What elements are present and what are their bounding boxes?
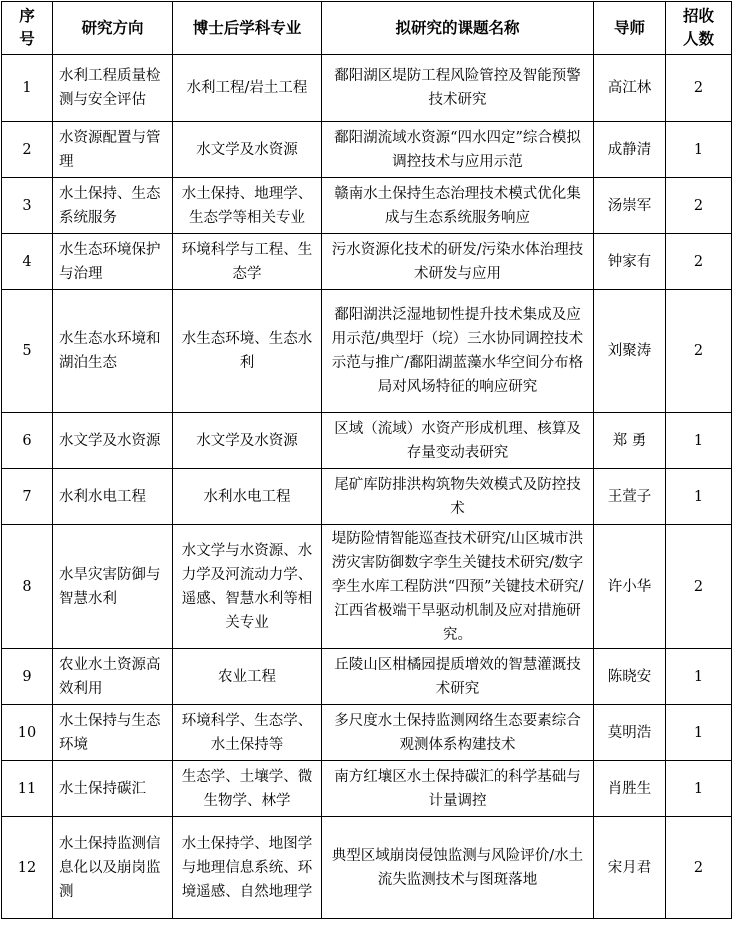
advisor-name: 钟家有	[594, 234, 666, 290]
discipline-major: 水文学及水资源	[173, 122, 322, 178]
topic-title: 堤防险情智能巡查技术研究/山区城市洪涝灾害防御数字孪生关键技术研究/数字孪生水库工程防洪“四预”关键技术研究/江西省极端干旱驱动机制及应对措施研究。	[322, 525, 594, 649]
advisor-name: 汤崇军	[594, 178, 666, 234]
table-row	[2, 817, 732, 919]
row-number: 3	[2, 178, 53, 234]
row-number: 1	[2, 55, 53, 122]
header-row	[2, 2, 732, 55]
table-row	[2, 761, 732, 817]
research-direction: 水土保持与生态环境	[53, 705, 173, 761]
quota-count: 1	[666, 705, 732, 761]
research-direction: 水生态环境保护与治理	[53, 234, 173, 290]
row-number: 11	[2, 761, 53, 817]
advisor-name: 刘聚涛	[594, 290, 666, 413]
discipline-major: 农业工程	[173, 649, 322, 705]
header-major: 博士后学科专业	[173, 2, 322, 55]
discipline-major: 环境科学与工程、生态学	[173, 234, 322, 290]
topic-title: 赣南水土保持生态治理技术模式优化集成与生态系统服务响应	[322, 178, 594, 234]
advisor-name: 陈晓安	[594, 649, 666, 705]
topic-title: 南方红壤区水土保持碳汇的科学基础与计量调控	[322, 761, 594, 817]
quota-count: 2	[666, 55, 732, 122]
row-number: 8	[2, 525, 53, 649]
research-direction: 水土保持监测信息化以及崩岗监测	[53, 817, 173, 919]
topic-title: 多尺度水土保持监测网络生态要素综合观测体系构建技术	[322, 705, 594, 761]
advisor-name: 郑 勇	[594, 413, 666, 469]
header-no: 序 号	[2, 2, 53, 55]
topic-title: 尾矿库防排洪构筑物失效模式及防控技术	[322, 469, 594, 525]
research-direction: 水土保持、生态系统服务	[53, 178, 173, 234]
research-direction: 水文学及水资源	[53, 413, 173, 469]
discipline-major: 水生态环境、生态水利	[173, 290, 322, 413]
discipline-major: 水文学与水资源、水力学及河流动力学、遥感、智慧水利等相关专业	[173, 525, 322, 649]
row-number: 4	[2, 234, 53, 290]
quota-count: 1	[666, 122, 732, 178]
advisor-name: 肖胜生	[594, 761, 666, 817]
research-direction: 水利工程质量检测与安全评估	[53, 55, 173, 122]
discipline-major: 水土保持学、地图学与地理信息系统、环境遥感、自然地理学	[173, 817, 322, 919]
advisor-name: 许小华	[594, 525, 666, 649]
discipline-major: 环境科学、生态学、水土保持等	[173, 705, 322, 761]
research-direction: 水土保持碳汇	[53, 761, 173, 817]
advisor-name: 高江林	[594, 55, 666, 122]
topic-title: 污水资源化技术的研发/污染水体治理技术研发与应用	[322, 234, 594, 290]
advisor-name: 莫明浩	[594, 705, 666, 761]
discipline-major: 水文学及水资源	[173, 413, 322, 469]
table-row	[2, 413, 732, 469]
quota-count: 2	[666, 178, 732, 234]
discipline-major: 水土保持、地理学、生态学等相关专业	[173, 178, 322, 234]
row-number: 12	[2, 817, 53, 919]
quota-count: 2	[666, 525, 732, 649]
quota-count: 1	[666, 469, 732, 525]
topic-title: 鄱阳湖区堤防工程风险管控及智能预警技术研究	[322, 55, 594, 122]
header-advisor: 导师	[594, 2, 666, 55]
table-row	[2, 55, 732, 122]
table-row	[2, 469, 732, 525]
header-topic: 拟研究的课题名称	[322, 2, 594, 55]
header-quota: 招收 人数	[666, 2, 732, 55]
header-direction: 研究方向	[53, 2, 173, 55]
row-number: 10	[2, 705, 53, 761]
topic-title: 丘陵山区柑橘园提质增效的智慧灌溉技术研究	[322, 649, 594, 705]
advisor-name: 王萱子	[594, 469, 666, 525]
quota-count: 2	[666, 234, 732, 290]
topic-title: 典型区域崩岗侵蚀监测与风险评价/水土流失监测技术与图斑落地	[322, 817, 594, 919]
research-direction: 水利水电工程	[53, 469, 173, 525]
research-direction: 水旱灾害防御与智慧水利	[53, 525, 173, 649]
discipline-major: 水利工程/岩土工程	[173, 55, 322, 122]
topic-title: 鄱阳湖洪泛湿地韧性提升技术集成及应用示范/典型圩（垸）三水协同调控技术示范与推广/鄱阳湖蓝藻水华空间分布格局对风场特征的响应研究	[322, 290, 594, 413]
research-direction: 农业水土资源高效利用	[53, 649, 173, 705]
topic-title: 区域（流域）水资产形成机理、核算及存量变动表研究	[322, 413, 594, 469]
table-row	[2, 525, 732, 649]
advisor-name: 成静清	[594, 122, 666, 178]
table-row	[2, 178, 732, 234]
quota-count: 1	[666, 761, 732, 817]
research-direction: 水资源配置与管理	[53, 122, 173, 178]
row-number: 5	[2, 290, 53, 413]
quota-count: 2	[666, 290, 732, 413]
table-row	[2, 649, 732, 705]
table-row	[2, 234, 732, 290]
row-number: 6	[2, 413, 53, 469]
advisor-name: 宋月君	[594, 817, 666, 919]
row-number: 2	[2, 122, 53, 178]
discipline-major: 生态学、土壤学、微生物学、林学	[173, 761, 322, 817]
quota-count: 2	[666, 817, 732, 919]
table-row	[2, 705, 732, 761]
quota-count: 1	[666, 413, 732, 469]
table-row	[2, 122, 732, 178]
discipline-major: 水利水电工程	[173, 469, 322, 525]
research-direction: 水生态水环境和湖泊生态	[53, 290, 173, 413]
quota-count: 1	[666, 649, 732, 705]
row-number: 7	[2, 469, 53, 525]
row-number: 9	[2, 649, 53, 705]
topic-title: 鄱阳湖流域水资源“四水四定”综合模拟调控技术与应用示范	[322, 122, 594, 178]
table-row	[2, 290, 732, 413]
recruitment-table	[1, 1, 732, 919]
